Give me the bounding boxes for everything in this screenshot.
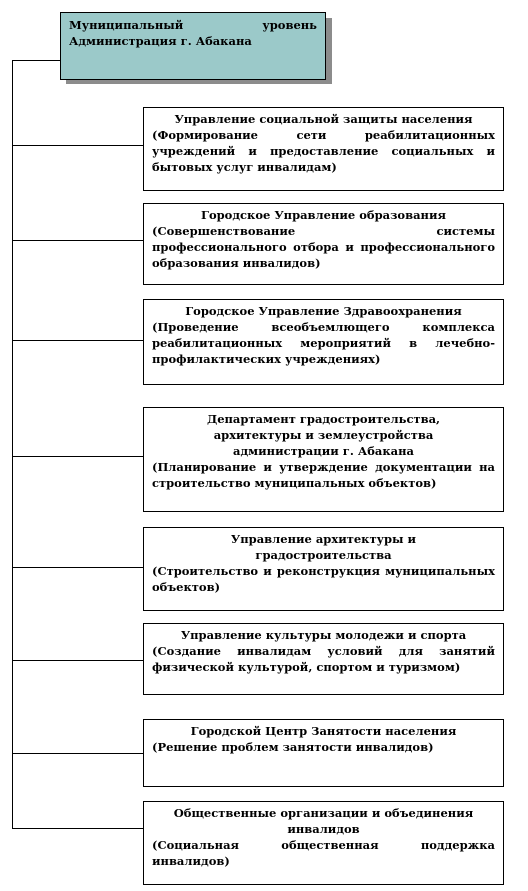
root-line-1: Муниципальный уровень [69, 18, 317, 32]
root-box-administration [60, 12, 326, 80]
connector-8 [12, 828, 143, 829]
root-connector [12, 60, 60, 61]
department-description: (Формирование сети реабилитационных учреждений и предоставление социальных и бытовых услуг инвалидам) [152, 128, 495, 174]
connector-3 [12, 340, 143, 341]
department-box-social-protection [143, 107, 504, 191]
department-box-employment-center [143, 719, 504, 787]
department-box-healthcare [143, 299, 504, 385]
connector-4 [12, 456, 143, 457]
connector-2 [12, 240, 143, 241]
main-connector-line [12, 60, 13, 828]
connector-1 [12, 145, 143, 146]
department-description: (Создание инвалидам условий для занятий физической культурой, спортом и туризмом) [152, 644, 495, 674]
connector-7 [12, 753, 143, 754]
department-title: Департамент градостроительства, архитектуры и землеустройства администрации г. Абакана [206, 412, 441, 458]
connector-5 [12, 567, 143, 568]
department-title: Городской Центр Занятости населения [190, 724, 457, 738]
department-description: (Решение проблем занятости инвалидов) [152, 740, 434, 754]
root-line-2: Администрация г. Абакана [69, 34, 252, 48]
department-title: Городское Управление Здравоохранения [185, 304, 462, 318]
department-box-education [143, 203, 504, 285]
connector-6 [12, 660, 143, 661]
department-title: Управление архитектуры и градостроительства [230, 532, 417, 562]
department-box-urban-planning [143, 407, 504, 512]
department-title: Городское Управление образования [201, 208, 446, 222]
department-title: Управление социальной защиты населения [174, 112, 473, 126]
department-description: (Совершенствование системы профессионального отбора и профессионального образования инвалидов) [152, 224, 495, 270]
department-description: (Планирование и утверждение документации на строительство муниципальных объектов) [152, 460, 495, 490]
department-title: Управление культуры молодежи и спорта [180, 628, 467, 642]
department-description: (Проведение всеобъемлющего комплекса реабилитационных мероприятий в лечебно-профилактических учреждениях) [152, 320, 495, 366]
department-description: (Строительство и реконструкция муниципальных объектов) [152, 564, 495, 594]
department-box-public-organizations [143, 801, 504, 885]
department-box-architecture [143, 527, 504, 611]
department-description: (Социальная общественная поддержка инвалидов) [152, 838, 495, 868]
department-box-culture-youth-sport [143, 623, 504, 695]
department-title: Общественные организации и объединения инвалидов [173, 806, 474, 836]
